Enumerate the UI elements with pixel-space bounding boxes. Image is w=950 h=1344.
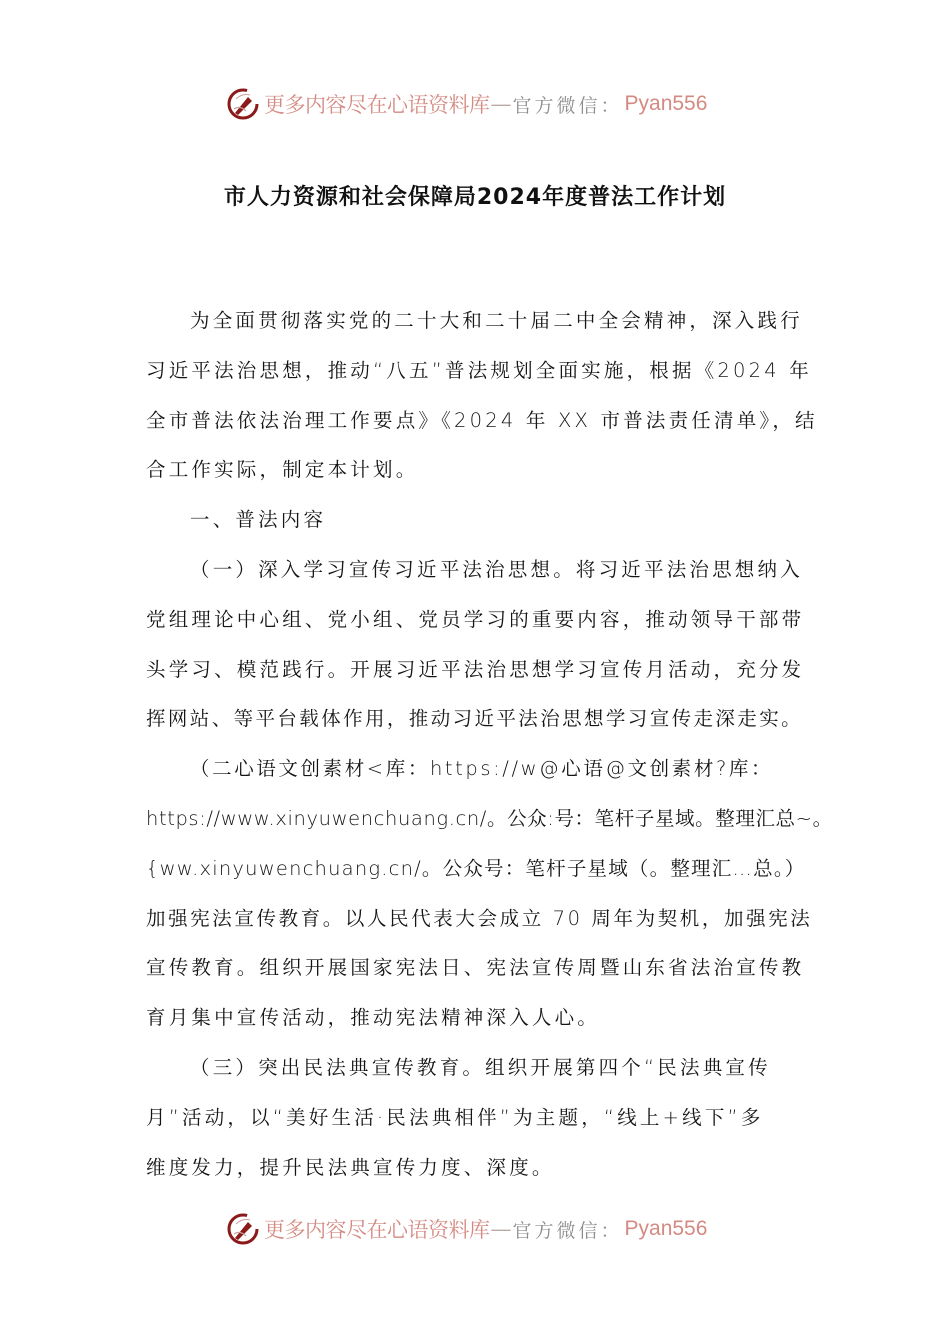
text-line: 全市普法依法治理工作要点》《2024 年 XX 市普法责任清单》，结: [146, 408, 818, 432]
text-line: https://www.xinyuwenchuang.cn/。公众:号：笔杆子星域。整理汇总~。: [146, 806, 833, 830]
text-line: （二心语文创素材<库：https://w@心语@文创素材?库：: [190, 757, 774, 781]
text-line: 维度发力，提升民法典宣传力度、深度。: [146, 1155, 555, 1179]
document-body: [146, 296, 833, 1192]
banner-wechat-id: Pyan556: [624, 92, 708, 115]
text-line: 一、普法内容: [190, 508, 327, 532]
document-title: 市人力资源和社会保障局2024年度普法工作计划: [223, 185, 727, 210]
footer-watermark-banner: [226, 1209, 726, 1249]
banner-wechat-label: 官方微信：: [512, 1219, 623, 1242]
banner-slogan: 更多内容尽在心语资料库: [264, 93, 490, 117]
banner-slogan: 更多内容尽在心语资料库: [264, 1218, 490, 1242]
text-line: 头学习、模范践行。开展习近平法治思想学习宣传月活动，充分发: [146, 657, 805, 681]
header-watermark-banner: [226, 84, 726, 124]
text-line: 月”活动，以“美好生活·民法典相伴”为主题，“线上+线下”多: [146, 1105, 764, 1129]
text-line: 为全面贯彻落实党的二十大和二十届二中全会精神，深入践行: [190, 309, 803, 332]
quill-pen-logo-icon: [226, 87, 260, 121]
text-line: （一）深入学习宣传习近平法治思想。将习近平法治思想纳入: [190, 557, 803, 581]
text-line: 宣传教育。组织开展国家宪法日、宪法宣传周暨山东省法治宣传教: [146, 956, 805, 980]
text-line: 习近平法治思想，推动“八五”普法规划全面实施，根据《2024 年: [146, 358, 812, 382]
paragraph-item-1: [146, 545, 808, 744]
paragraph-intro: [146, 296, 818, 495]
text-line: 挥网站、等平台载体作用，推动习近平法治思想学习宣传走深走实。: [146, 707, 804, 731]
paragraph-item-2: [146, 744, 833, 1043]
text-line: {ww.xinyuwenchuang.cn/。公众号：笔杆子星域（。整理汇…总。）: [146, 856, 806, 880]
banner-dash: —: [490, 1217, 512, 1241]
text-line: （三）突出民法典宣传教育。组织开展第四个“民法典宣传: [190, 1055, 771, 1079]
banner-dash: —: [490, 92, 512, 116]
banner-wechat-id: Pyan556: [624, 1217, 708, 1240]
paragraph-item-3: [146, 1043, 808, 1192]
text-line: 党组理论中心组、党小组、党员学习的重要内容，推动领导干部带: [146, 607, 805, 631]
text-line: 合工作实际，制定本计划。: [146, 458, 419, 482]
banner-wechat-label: 官方微信：: [512, 94, 623, 117]
quill-pen-logo-icon: [226, 1212, 260, 1246]
text-line: 育月集中宣传活动，推动宪法精神深入人心。: [146, 1006, 601, 1030]
section-heading-1: [146, 495, 808, 545]
text-line: 加强宪法宣传教育。以人民代表大会成立 70 周年为契机，加强宪法: [146, 906, 813, 930]
